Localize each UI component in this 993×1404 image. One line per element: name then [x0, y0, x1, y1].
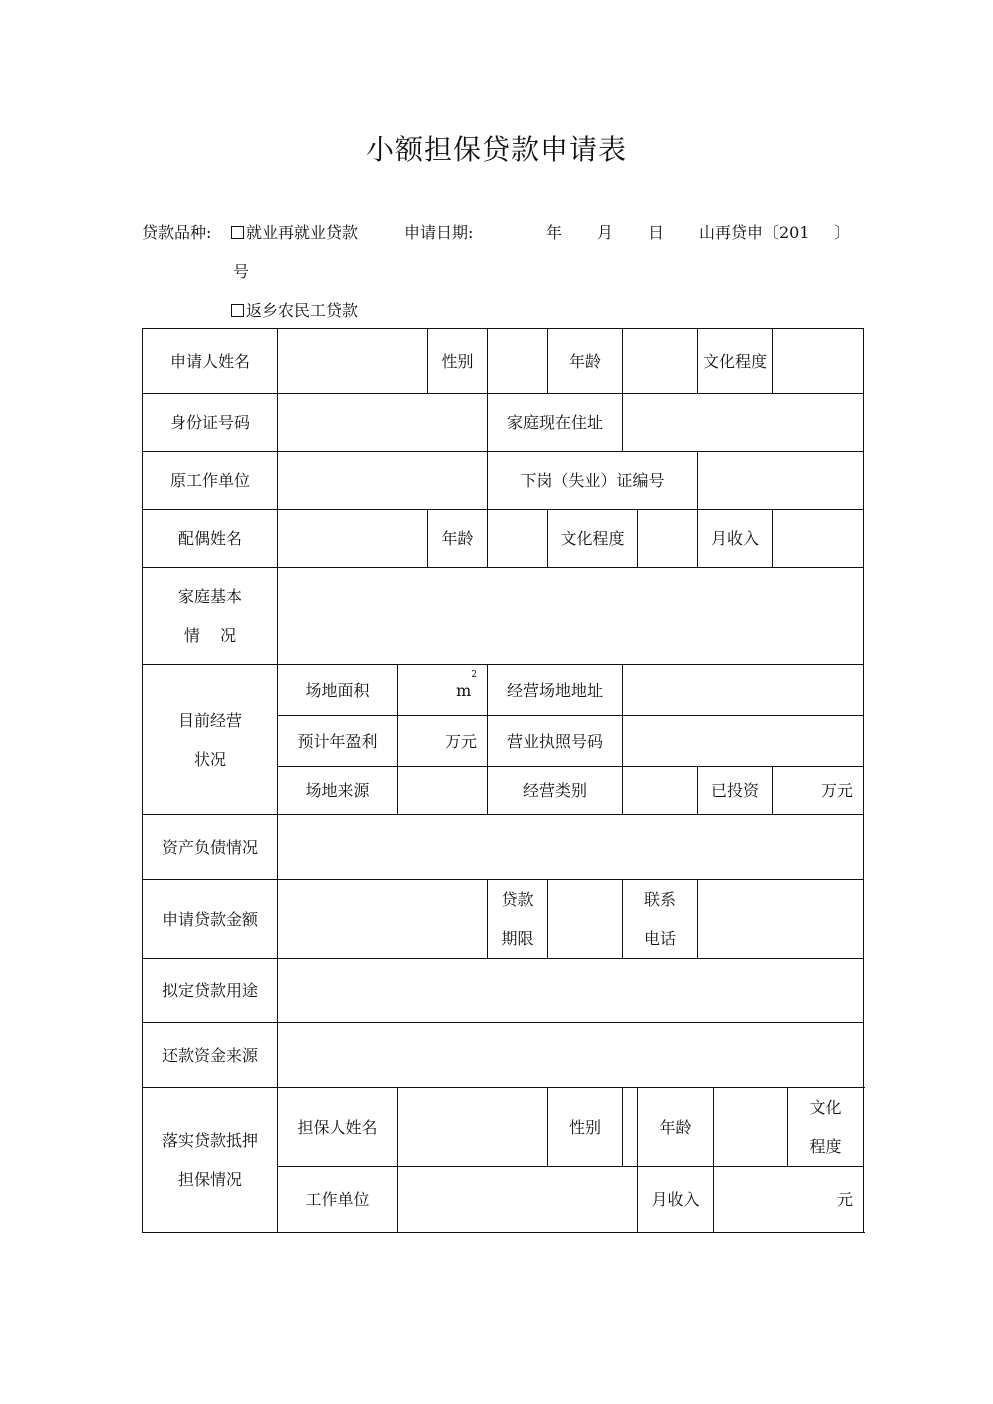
- date-label: 申请日期:: [404, 223, 474, 242]
- site-source-label: 场地来源: [278, 767, 398, 815]
- spouse-name-label: 配偶姓名: [143, 510, 278, 568]
- guarantor-age-field[interactable]: [714, 1088, 788, 1167]
- page-title: 小额担保贷款申请表: [365, 133, 627, 166]
- guarantor-education-label-1: 文化: [809, 1098, 842, 1117]
- business-category-field[interactable]: [623, 767, 698, 815]
- repayment-source-field[interactable]: [278, 1023, 864, 1088]
- spouse-age-field[interactable]: [488, 510, 548, 568]
- assets-liabilities-field[interactable]: [278, 815, 864, 880]
- date-day: 日: [648, 223, 665, 242]
- workplace-label: 工作单位: [278, 1167, 398, 1233]
- id-number-label: 身份证号码: [143, 394, 278, 452]
- guarantor-income-unit: 元: [837, 1190, 854, 1209]
- loan-term-field[interactable]: [548, 880, 623, 959]
- layoff-cert-label: 下岗（失业）证编号: [488, 452, 698, 510]
- repayment-source-label: 还款资金来源: [143, 1023, 278, 1088]
- invested-label: 已投资: [698, 767, 773, 815]
- option-reemployment-label: 就业再就业贷款: [246, 223, 359, 242]
- business-address-field[interactable]: [623, 665, 864, 716]
- guarantor-education-label: [788, 1088, 864, 1167]
- contact-label-1: 联系: [644, 890, 677, 909]
- guarantor-name-field[interactable]: [398, 1088, 548, 1167]
- family-basic-label-1: 家庭基本: [177, 587, 242, 606]
- site-area-unit: m: [456, 680, 472, 700]
- date-year: 年: [546, 223, 563, 242]
- applicant-name-label: 申请人姓名: [143, 329, 278, 394]
- layoff-cert-field[interactable]: [698, 452, 864, 510]
- age-field[interactable]: [623, 329, 698, 394]
- est-annual-profit-unit: 万元: [444, 731, 477, 751]
- option-migrant[interactable]: [231, 298, 358, 321]
- option-migrant-label: 返乡农民工贷款: [246, 301, 359, 320]
- date-month: 月: [597, 223, 614, 242]
- doc-number-suffix: 号: [233, 262, 250, 281]
- invested-field[interactable]: [773, 767, 864, 815]
- checkbox-reemployment[interactable]: [231, 226, 244, 239]
- business-category-label: 经营类别: [488, 767, 623, 815]
- site-area-unit-sup: 2: [471, 669, 477, 680]
- spouse-name-field[interactable]: [278, 510, 428, 568]
- family-basic-label: [143, 568, 278, 665]
- contact-label-2: 电话: [644, 929, 677, 948]
- license-no-field[interactable]: [623, 716, 864, 767]
- business-status-label-1: 目前经营: [177, 710, 242, 730]
- contact-label: [623, 880, 698, 959]
- est-annual-profit-label: 预计年盈利: [278, 716, 398, 767]
- option-reemployment[interactable]: [231, 220, 358, 243]
- site-area-field[interactable]: [398, 665, 488, 716]
- gender-field[interactable]: [488, 329, 548, 394]
- id-number-field[interactable]: [278, 394, 488, 452]
- doc-number-bracket: 〕: [834, 223, 851, 242]
- guarantor-gender-label: 性别: [548, 1088, 623, 1167]
- site-source-field[interactable]: [398, 767, 488, 815]
- family-basic-field[interactable]: [278, 568, 864, 665]
- guarantee-label-2: 担保情况: [177, 1170, 242, 1189]
- business-status-label: [143, 665, 278, 815]
- guarantor-education-label-2: 程度: [809, 1137, 842, 1156]
- workplace-field[interactable]: [398, 1167, 638, 1233]
- loan-purpose-field[interactable]: [278, 959, 864, 1023]
- guarantor-name-label: 担保人姓名: [278, 1088, 398, 1167]
- guarantor-age-label: 年龄: [638, 1088, 714, 1167]
- spouse-age-label: 年龄: [428, 510, 488, 568]
- checkbox-migrant[interactable]: [231, 304, 244, 317]
- monthly-income-field[interactable]: [773, 510, 864, 568]
- invested-unit: 万元: [821, 781, 854, 800]
- guarantee-label: [143, 1088, 278, 1233]
- contact-field[interactable]: [698, 880, 864, 959]
- guarantor-income-label: 月收入: [638, 1167, 714, 1233]
- assets-liabilities-label: 资产负债情况: [143, 815, 278, 880]
- guarantee-label-1: 落实贷款抵押: [161, 1131, 258, 1150]
- home-address-label: 家庭现在住址: [488, 394, 623, 452]
- former-employer-field[interactable]: [278, 452, 488, 510]
- loan-purpose-label: 拟定贷款用途: [143, 959, 278, 1023]
- education-field[interactable]: [773, 329, 864, 394]
- monthly-income-label: 月收入: [698, 510, 773, 568]
- former-employer-label: 原工作单位: [143, 452, 278, 510]
- education-label: 文化程度: [698, 329, 773, 394]
- applicant-name-field[interactable]: [278, 329, 428, 394]
- loan-type-label: 贷款品种:: [142, 223, 212, 242]
- license-no-label: 营业执照号码: [488, 716, 623, 767]
- gender-label: 性别: [428, 329, 488, 394]
- spouse-education-label: 文化程度: [548, 510, 638, 568]
- business-address-label: 经营场地地址: [488, 665, 623, 716]
- guarantor-income-field[interactable]: [714, 1167, 864, 1233]
- loan-term-label: [488, 880, 548, 959]
- family-basic-label-2: 情 况: [183, 626, 237, 645]
- age-label: 年龄: [548, 329, 623, 394]
- loan-amount-field[interactable]: [278, 880, 488, 959]
- doc-number-prefix: 山再贷申〔201: [699, 223, 810, 242]
- guarantor-gender-field[interactable]: [623, 1088, 638, 1167]
- site-area-label: 场地面积: [278, 665, 398, 716]
- application-form-table: [142, 328, 864, 1233]
- spouse-education-field[interactable]: [638, 510, 698, 568]
- est-annual-profit-field[interactable]: [398, 716, 488, 767]
- loan-term-label-1: 贷款: [501, 890, 534, 909]
- loan-term-label-2: 期限: [501, 929, 534, 948]
- loan-amount-label: 申请贷款金额: [143, 880, 278, 959]
- business-status-label-2: 状况: [193, 749, 226, 769]
- home-address-field[interactable]: [623, 394, 864, 452]
